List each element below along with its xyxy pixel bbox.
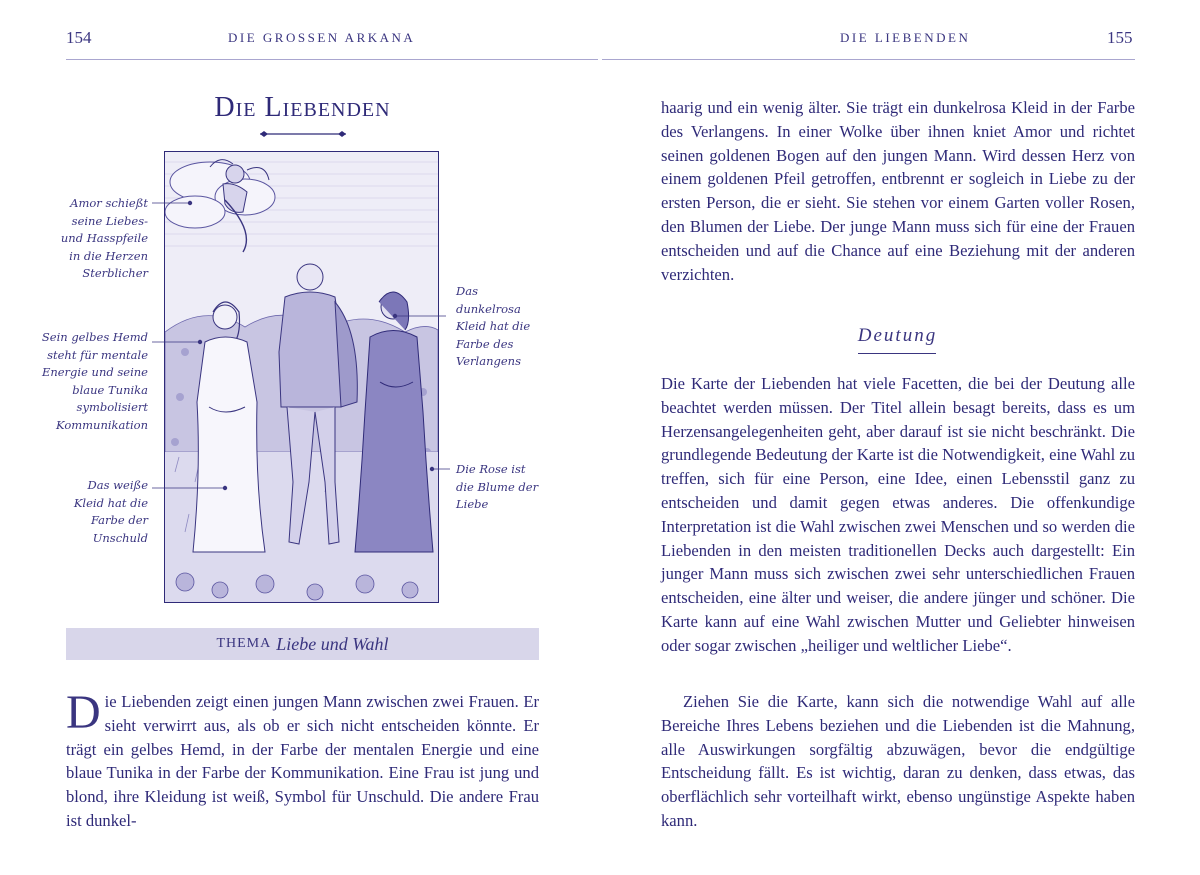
chapter-title: Die Liebenden [214,92,391,123]
annotation-white-dress: Das weiße Kleid hat die Farbe der Unschuld [73,478,148,545]
theme-label: THEMA [216,636,272,651]
page-number-left: 154 [66,28,92,47]
intro-text: ie Liebenden zeigt einen jungen Mann zwischen zwei Frauen. Er sieht verwirrt aus, als ob er sich nicht entscheiden könnte. Er trägt ein gelbes Hemd, in der Farbe der mentalen Energie und eine blaue Tunika in der Farbe der Kommunikation. Eine Frau ist jung und blond, ihre Kleidung ist weiß, Symbol für Unschuld. Die andere Frau ist dunkel- [66,692,539,830]
page-number-right: 155 [1107,28,1133,47]
running-head-left: DIE GROSSEN ARKANA [228,30,416,45]
theme-value: Liebe und Wahl [276,633,389,654]
theme-bar [66,628,539,660]
annotation-rose: Die Rose ist die Blume der Liebe [456,462,539,511]
deutung-paragraph-2: Ziehen Sie die Karte, kann sich die notwendige Wahl auf alle Bereiche Ihres Lebens beziehen und die Liebenden ist die Mahnung, alle Auswirkungen sorgfältig abzuwägen, bevor die endgültige Entscheidung fällt. Es ist wichtig, daran zu denken, dass etwas, das oberflächlich sehr vorteilhaft wirkt, ebenso ungünstige Aspekte haben kann. [661,692,1135,830]
annotation-pink-dress: Das dunkelrosa Kleid hat die Farbe des Verlangens [456,284,531,368]
running-head-right: DIE LIEBENDEN [840,30,971,45]
intro-paragraph [66,686,539,833]
continued-paragraph: haarig und ein wenig älter. Sie trägt ein dunkelrosa Kleid in der Farbe des Verlangens. In einer Wolke über ihnen kniet Amor und richtet seinen goldenen Bogen auf den jungen Mann. Wird dessen Herz von einem goldenen Pfeil getroffen, entbrennt er sogleich in Liebe zu der ersten Person, die er sieht. Sie stehen vor einem Garten voller Rosen, den Blumen der Liebe. Der junge Mann muss sich für eine der Frauen entscheiden und auf die Chance auf eine Beziehung mit der anderen verzichten. [661,98,1135,284]
header-rule-right [602,59,1135,60]
annotation-amor: Amor schießt seine Liebes- und Hasspfeile in die Herzen Sterblicher [60,196,148,280]
annotation-shirt: Sein gelbes Hemd steht für mentale Energie und seine blaue Tunika symbolisiert Kommunikation [41,330,148,432]
section-heading-rule [858,353,936,354]
drop-cap: D [66,686,101,739]
section-heading-deutung: Deutung [857,325,938,346]
deutung-paragraph-1: Die Karte der Liebenden hat viele Facetten, die bei der Deutung alle beachtet werden müssen. Der Titel allein besagt bereits, dass es um Herzensangelegenheiten geht, aber darauf ist sie nicht beschränkt. Die grundlegende Bedeutung der Karte ist die Notwendigkeit, eine Wahl zu treffen, sich für eine Person, eine Idee, einen Lebensstil ganz zu entscheiden und damit gegen etwas anderes. Die offenkundige Interpretation ist die Wahl zwischen zwei Menschen und so werden die Liebenden in den meisten traditionellen Decks auch dargestellt: Ein junger Mann muss sich zwischen zwei sehr unterschiedlichen Frauen entscheiden, eine älter und weiser, die andere jünger und schöner. Die Karte kann auf eine Wahl zwischen Mutter und Geliebter hinweisen oder sogar zwischen „heiliger und weltlicher Liebe“. [661,374,1135,655]
